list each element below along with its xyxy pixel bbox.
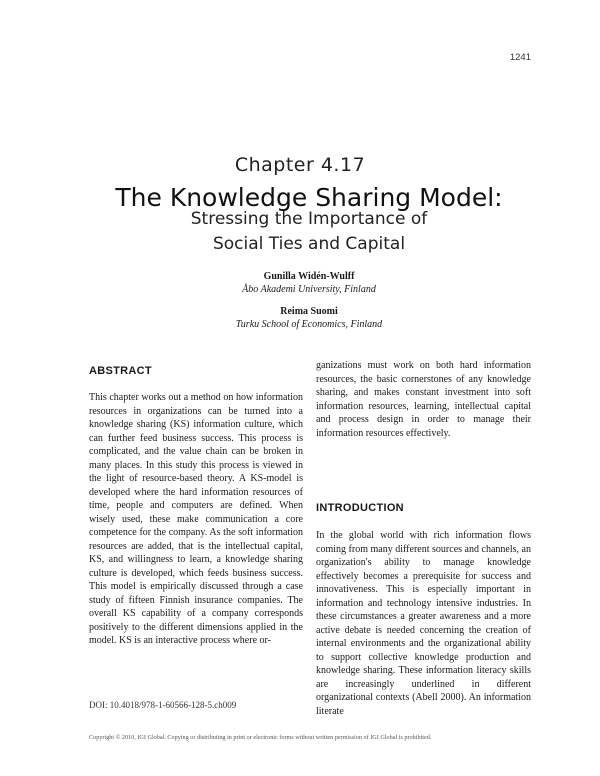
introduction-heading: INTRODUCTION (316, 502, 404, 514)
copyright-notice: Copyright © 2010, IGI Global. Copying or distributing in print or electronic forms without written permission of IGI Global is prohibited. (89, 734, 432, 741)
author-affiliation: Åbo Akademi University, Finland (242, 284, 376, 295)
author-name: Gunilla Widén-Wulff (263, 271, 355, 282)
abstract-continuation: ganizations must work on both hard information resources, the basic cornerstones of any knowledge sharing, and makes constant investment into soft information resources, learning, intellectual capital and process design in order to manage their information resources effectively. (316, 360, 531, 439)
author-affiliation: Turku School of Economics, Finland (235, 319, 383, 330)
author-block (0, 270, 600, 331)
chapter-label: Chapter 4.17 (234, 154, 366, 176)
chapter-title: The Knowledge Sharing Model: (115, 183, 503, 212)
chapter-subtitle (0, 207, 600, 257)
doi: DOI: 10.4018/978-1-60566-128-5.ch009 (89, 700, 237, 710)
abstract-heading: ABSTRACT (89, 365, 152, 377)
subtitle-line-2: Social Ties and Capital (212, 234, 406, 254)
introduction-text: In the global world with rich information flows coming from many different sources and channels, an organization's ability to manage knowledge effectively becomes a prerequisite for success and innovativeness. This is especially important in information and technology intensive industries. In these circumstances a greater awareness and a more active debate is needed concerning the creation of internal environments and the organizational ability to support collective knowledge production and knowledge sharing. These information literacy skills are increasingly underlined in different organizational contexts (Abell 2000). An information literate (316, 530, 531, 717)
author-name: Reima Suomi (280, 306, 338, 317)
subtitle-line-1: Stressing the Importance of (190, 209, 428, 229)
abstract-text: This chapter works out a method on how information resources in organizations can be turned into a knowledge sharing (KS) information culture, which can further feed business success. This process is complicated, and the value chain can be broken in many places. In this study this process is viewed in the light of resource-based theory. A KS-model is developed where the hard information resources of time, people and computers are defined. When wisely used, these make communication a core competence for the company. As the soft information resources are added, that is the intellectual capital, KS, and willingness to learn, a knowledge sharing culture is developed, which feeds business success. This model is empirically discussed through a case study of fifteen Finnish insurance companies. The overall KS capability of a company corresponds positively to the different dimensions applied in the model. KS is an interactive process where or- (89, 392, 303, 646)
page-number: 1241 (509, 52, 531, 63)
